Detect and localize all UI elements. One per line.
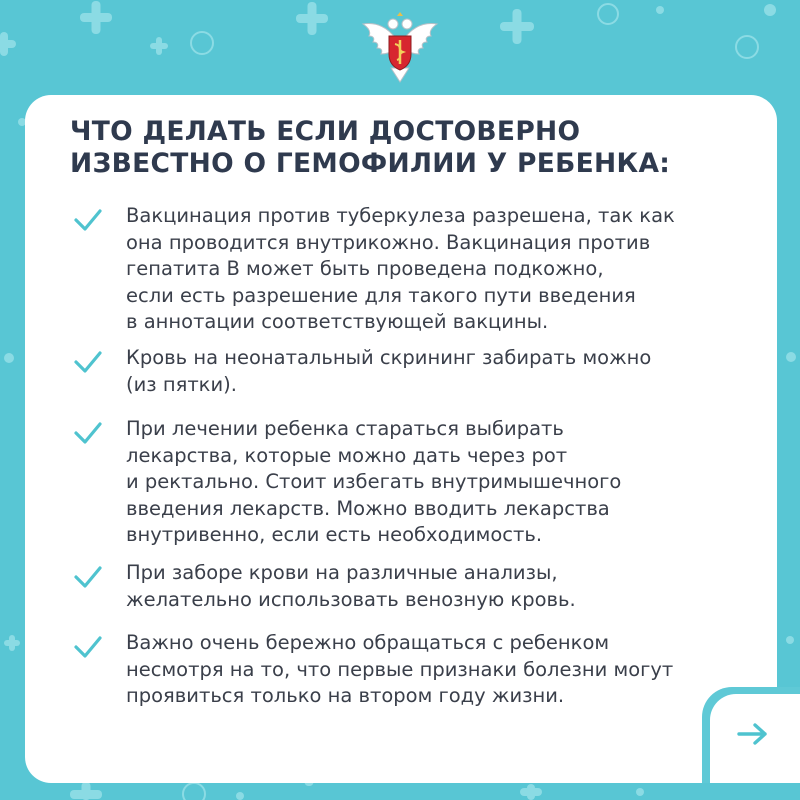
list-item-text <box>126 560 576 613</box>
list-item-line: и ректально. Стоит избегать внутримышечного <box>126 470 622 493</box>
next-slide-button[interactable] <box>702 687 800 783</box>
list-item-text <box>126 630 673 710</box>
arrow-right-icon <box>736 722 770 746</box>
list-item-line: Важно очень бережно обращаться с ребенком <box>126 631 610 654</box>
list-item-line: если есть разрешение для такого пути введения <box>126 283 636 307</box>
plus-decoration-icon <box>70 782 102 800</box>
plus-decoration-icon <box>80 1 112 34</box>
checkmark-icon <box>73 634 103 660</box>
next-slide-button-face[interactable] <box>710 694 800 783</box>
list-item-line: проявиться только на втором году жизни. <box>126 684 565 707</box>
list-item-line: (из пятки). <box>126 372 237 396</box>
list-item-line: лекарства, которые можно дать через рот <box>126 443 568 467</box>
list-item-text <box>126 203 675 336</box>
list-item-line: внутривенно, если есть необходимость. <box>126 523 543 546</box>
plus-decoration-icon <box>150 37 168 55</box>
list-item-line: При заборе крови на различные анализы, <box>126 561 558 584</box>
content-card <box>25 95 777 783</box>
list-item-line: она проводится внутрикожно. Вакцинация против <box>126 230 651 254</box>
list-item-line: введения лекарств. Можно вводить лекарства <box>126 496 610 520</box>
list-item-line: несмотря на то, что первые признаки болезни могут <box>126 657 674 681</box>
plus-decoration-icon <box>500 9 534 44</box>
plus-decoration-icon <box>520 784 542 800</box>
checklist <box>25 95 777 783</box>
checkmark-icon <box>73 564 103 590</box>
list-item-line: гепатита В может быть проведена подкожно, <box>126 257 604 280</box>
list-item-line: в аннотации соответствующей вакцины. <box>126 310 549 333</box>
list-item-line: При лечении ребенка стараться выбирать <box>126 417 564 440</box>
plus-decoration-icon <box>0 32 16 56</box>
checkmark-icon <box>73 207 103 233</box>
title-line: ЧТО ДЕЛАТЬ ЕСЛИ ДОСТОВЕРНО <box>70 116 581 147</box>
checkmark-icon <box>73 349 103 375</box>
list-item-text <box>126 416 621 549</box>
title-line: ИЗВЕСТНО О ГЕМОФИЛИИ У РЕБЕНКА: <box>70 148 671 179</box>
list-item-line: желательно использовать венозную кровь. <box>126 587 576 611</box>
ministry-eagle-emblem-icon <box>359 10 441 90</box>
list-item-line: Кровь на неонатальный скрининг забирать можно <box>126 346 652 369</box>
plus-decoration-icon <box>296 2 328 35</box>
list-item-text <box>126 345 651 398</box>
list-item-line: Вакцинация против туберкулеза разрешена, так как <box>126 204 675 227</box>
plus-decoration-icon <box>4 635 20 651</box>
checkmark-icon <box>73 420 103 446</box>
